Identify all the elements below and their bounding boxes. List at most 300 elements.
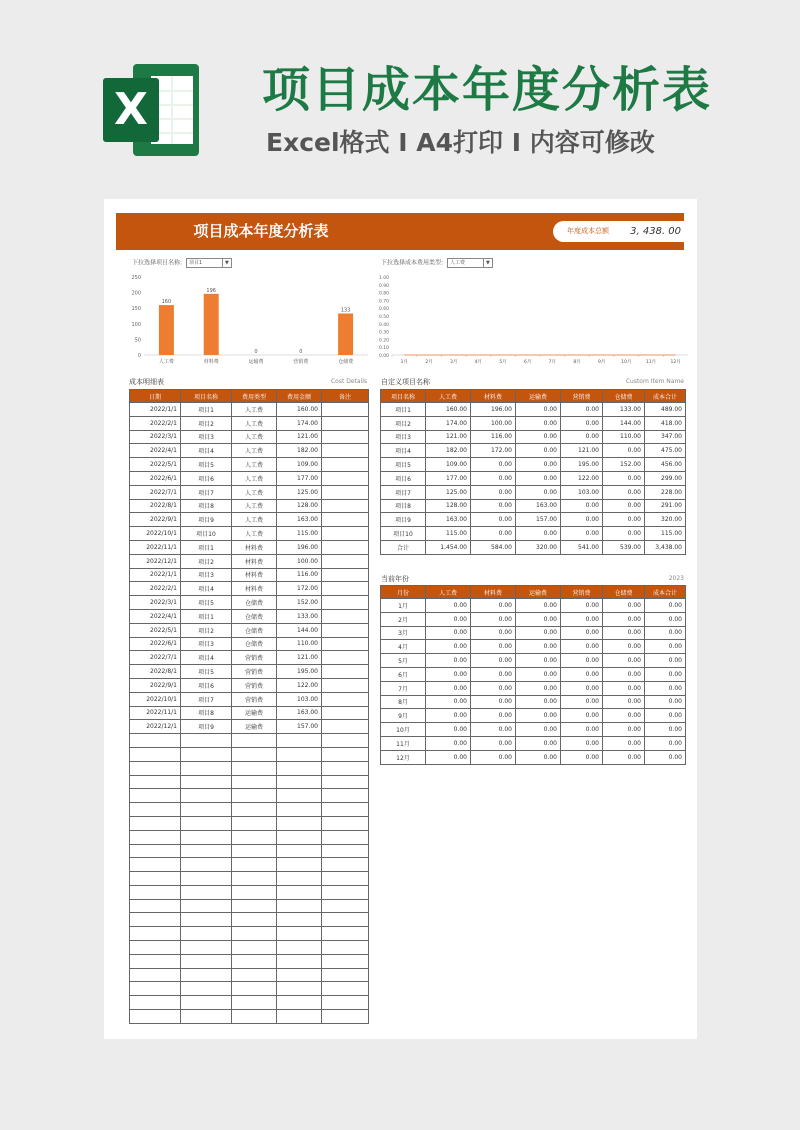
custom-cell[interactable]: 0.00 <box>561 513 603 527</box>
monthly-cell[interactable]: 0.00 <box>426 612 471 626</box>
custom-cell[interactable]: 0.00 <box>603 499 645 513</box>
details-cell[interactable]: 人工费 <box>232 444 277 458</box>
details-blank-cell[interactable] <box>277 996 322 1010</box>
custom-cell[interactable]: 100.00 <box>471 416 516 430</box>
details-cell[interactable] <box>322 609 369 623</box>
monthly-cell[interactable]: 0.00 <box>426 750 471 764</box>
details-cell[interactable]: 2022/2/1 <box>130 582 181 596</box>
custom-cell[interactable]: 121.00 <box>561 444 603 458</box>
details-cell[interactable]: 172.00 <box>277 582 322 596</box>
details-cell[interactable] <box>322 582 369 596</box>
monthly-cell[interactable]: 0.00 <box>645 709 686 723</box>
details-blank-cell[interactable] <box>277 816 322 830</box>
monthly-cell[interactable]: 0.00 <box>645 695 686 709</box>
details-cell[interactable]: 材料费 <box>232 540 277 554</box>
details-cell[interactable]: 122.00 <box>277 678 322 692</box>
details-cell[interactable]: 人工费 <box>232 416 277 430</box>
details-blank-cell[interactable] <box>322 761 369 775</box>
monthly-cell[interactable]: 4月 <box>381 640 426 654</box>
details-cell[interactable]: 182.00 <box>277 444 322 458</box>
custom-cell[interactable]: 541.00 <box>561 540 603 554</box>
details-blank-cell[interactable] <box>130 747 181 761</box>
details-blank-cell[interactable] <box>232 816 277 830</box>
details-cell[interactable]: 人工费 <box>232 499 277 513</box>
custom-cell[interactable]: 115.00 <box>645 527 686 541</box>
custom-cell[interactable]: 0.00 <box>516 485 561 499</box>
details-cell[interactable]: 144.00 <box>277 623 322 637</box>
monthly-cell[interactable]: 0.00 <box>561 612 603 626</box>
details-blank-cell[interactable] <box>130 982 181 996</box>
details-cell[interactable] <box>322 458 369 472</box>
details-cell[interactable]: 营销费 <box>232 665 277 679</box>
custom-cell[interactable]: 291.00 <box>645 499 686 513</box>
details-blank-cell[interactable] <box>181 830 232 844</box>
custom-cell[interactable]: 163.00 <box>516 499 561 513</box>
monthly-cell[interactable]: 0.00 <box>471 723 516 737</box>
details-cell[interactable]: 2022/10/1 <box>130 527 181 541</box>
details-cell[interactable]: 项目4 <box>181 582 232 596</box>
details-cell[interactable]: 项目4 <box>181 651 232 665</box>
details-cell[interactable]: 项目7 <box>181 692 232 706</box>
custom-cell[interactable]: 0.00 <box>603 513 645 527</box>
details-blank-cell[interactable] <box>130 789 181 803</box>
custom-cell[interactable]: 116.00 <box>471 430 516 444</box>
custom-cell[interactable]: 160.00 <box>426 403 471 417</box>
details-blank-cell[interactable] <box>232 913 277 927</box>
monthly-cell[interactable]: 0.00 <box>603 750 645 764</box>
details-cell[interactable]: 项目1 <box>181 540 232 554</box>
custom-cell[interactable]: 174.00 <box>426 416 471 430</box>
custom-cell[interactable]: 0.00 <box>561 527 603 541</box>
monthly-cell[interactable]: 0.00 <box>426 599 471 613</box>
details-blank-cell[interactable] <box>277 734 322 748</box>
monthly-cell[interactable]: 0.00 <box>603 626 645 640</box>
custom-cell[interactable]: 0.00 <box>471 513 516 527</box>
monthly-cell[interactable]: 10月 <box>381 723 426 737</box>
custom-cell[interactable]: 584.00 <box>471 540 516 554</box>
details-blank-cell[interactable] <box>277 968 322 982</box>
monthly-cell[interactable]: 0.00 <box>516 667 561 681</box>
details-blank-cell[interactable] <box>232 830 277 844</box>
monthly-cell[interactable]: 0.00 <box>645 723 686 737</box>
details-blank-cell[interactable] <box>322 885 369 899</box>
custom-cell[interactable]: 0.00 <box>516 471 561 485</box>
details-cell[interactable]: 177.00 <box>277 471 322 485</box>
details-cell[interactable]: 人工费 <box>232 430 277 444</box>
details-cell[interactable]: 121.00 <box>277 430 322 444</box>
monthly-cell[interactable]: 0.00 <box>426 736 471 750</box>
details-blank-cell[interactable] <box>277 913 322 927</box>
details-cell[interactable]: 项目9 <box>181 720 232 734</box>
custom-cell[interactable]: 299.00 <box>645 471 686 485</box>
monthly-cell[interactable]: 8月 <box>381 695 426 709</box>
custom-cell[interactable]: 539.00 <box>603 540 645 554</box>
details-blank-cell[interactable] <box>181 844 232 858</box>
details-blank-cell[interactable] <box>277 982 322 996</box>
details-cell[interactable] <box>322 568 369 582</box>
details-cell[interactable]: 运输费 <box>232 706 277 720</box>
details-blank-cell[interactable] <box>130 761 181 775</box>
monthly-cell[interactable]: 0.00 <box>471 640 516 654</box>
custom-cell[interactable]: 0.00 <box>561 499 603 513</box>
details-blank-cell[interactable] <box>277 941 322 955</box>
details-cell[interactable] <box>322 651 369 665</box>
details-cell[interactable]: 2022/11/1 <box>130 706 181 720</box>
details-blank-cell[interactable] <box>277 927 322 941</box>
monthly-cell[interactable]: 0.00 <box>471 695 516 709</box>
details-blank-cell[interactable] <box>322 816 369 830</box>
details-cell[interactable]: 2022/8/1 <box>130 665 181 679</box>
details-blank-cell[interactable] <box>277 830 322 844</box>
details-cell[interactable]: 项目1 <box>181 609 232 623</box>
details-blank-cell[interactable] <box>232 982 277 996</box>
details-cell[interactable]: 196.00 <box>277 540 322 554</box>
details-blank-cell[interactable] <box>322 844 369 858</box>
details-blank-cell[interactable] <box>181 927 232 941</box>
details-blank-cell[interactable] <box>322 747 369 761</box>
details-cell[interactable]: 人工费 <box>232 403 277 417</box>
details-cell[interactable]: 项目9 <box>181 513 232 527</box>
details-cell[interactable]: 2022/7/1 <box>130 485 181 499</box>
monthly-cell[interactable]: 0.00 <box>471 654 516 668</box>
details-blank-cell[interactable] <box>322 775 369 789</box>
details-cell[interactable]: 115.00 <box>277 527 322 541</box>
details-cell[interactable] <box>322 471 369 485</box>
details-cell[interactable] <box>322 513 369 527</box>
details-blank-cell[interactable] <box>277 899 322 913</box>
monthly-cell[interactable]: 0.00 <box>516 695 561 709</box>
details-cell[interactable]: 项目5 <box>181 596 232 610</box>
details-blank-cell[interactable] <box>130 734 181 748</box>
monthly-cell[interactable]: 0.00 <box>516 750 561 764</box>
custom-cell[interactable]: 项目9 <box>381 513 426 527</box>
monthly-cell[interactable]: 0.00 <box>603 667 645 681</box>
details-blank-cell[interactable] <box>232 885 277 899</box>
monthly-cell[interactable]: 0.00 <box>471 667 516 681</box>
details-blank-cell[interactable] <box>130 803 181 817</box>
details-cell[interactable] <box>322 706 369 720</box>
details-cell[interactable] <box>322 637 369 651</box>
details-blank-cell[interactable] <box>322 734 369 748</box>
details-blank-cell[interactable] <box>232 747 277 761</box>
monthly-cell[interactable]: 0.00 <box>516 709 561 723</box>
details-cell[interactable]: 109.00 <box>277 458 322 472</box>
details-cell[interactable]: 营销费 <box>232 651 277 665</box>
details-blank-cell[interactable] <box>322 941 369 955</box>
details-cell[interactable]: 项目2 <box>181 416 232 430</box>
monthly-cell[interactable]: 0.00 <box>603 723 645 737</box>
details-cell[interactable]: 项目10 <box>181 527 232 541</box>
details-cell[interactable]: 项目5 <box>181 458 232 472</box>
details-blank-cell[interactable] <box>232 996 277 1010</box>
custom-cell[interactable]: 3,438.00 <box>645 540 686 554</box>
custom-cell[interactable]: 489.00 <box>645 403 686 417</box>
details-blank-cell[interactable] <box>232 789 277 803</box>
monthly-cell[interactable]: 0.00 <box>471 599 516 613</box>
details-blank-cell[interactable] <box>277 789 322 803</box>
monthly-cell[interactable]: 0.00 <box>516 681 561 695</box>
details-cell[interactable] <box>322 540 369 554</box>
details-cell[interactable]: 2022/3/1 <box>130 430 181 444</box>
details-blank-cell[interactable] <box>130 941 181 955</box>
custom-cell[interactable]: 项目5 <box>381 458 426 472</box>
details-blank-cell[interactable] <box>232 941 277 955</box>
monthly-cell[interactable]: 0.00 <box>426 654 471 668</box>
monthly-cell[interactable]: 0.00 <box>561 640 603 654</box>
details-blank-cell[interactable] <box>277 858 322 872</box>
details-blank-cell[interactable] <box>232 927 277 941</box>
chevron-down-icon[interactable]: ▼ <box>483 259 492 267</box>
details-cell[interactable]: 人工费 <box>232 513 277 527</box>
custom-cell[interactable]: 121.00 <box>426 430 471 444</box>
details-cell[interactable]: 2022/11/1 <box>130 540 181 554</box>
custom-cell[interactable]: 456.00 <box>645 458 686 472</box>
monthly-cell[interactable]: 0.00 <box>645 750 686 764</box>
details-blank-cell[interactable] <box>181 1010 232 1024</box>
details-cell[interactable]: 项目8 <box>181 499 232 513</box>
details-cell[interactable]: 项目3 <box>181 637 232 651</box>
custom-cell[interactable]: 0.00 <box>561 430 603 444</box>
details-blank-cell[interactable] <box>181 789 232 803</box>
monthly-cell[interactable]: 0.00 <box>561 723 603 737</box>
custom-cell[interactable]: 152.00 <box>603 458 645 472</box>
details-blank-cell[interactable] <box>322 968 369 982</box>
details-cell[interactable] <box>322 623 369 637</box>
details-blank-cell[interactable] <box>130 844 181 858</box>
custom-cell[interactable]: 103.00 <box>561 485 603 499</box>
details-blank-cell[interactable] <box>232 899 277 913</box>
details-cell[interactable]: 2022/6/1 <box>130 637 181 651</box>
monthly-cell[interactable]: 0.00 <box>516 723 561 737</box>
custom-cell[interactable]: 0.00 <box>603 444 645 458</box>
monthly-cell[interactable]: 0.00 <box>561 599 603 613</box>
details-blank-cell[interactable] <box>322 1010 369 1024</box>
details-cell[interactable]: 125.00 <box>277 485 322 499</box>
details-blank-cell[interactable] <box>322 954 369 968</box>
details-cell[interactable]: 163.00 <box>277 513 322 527</box>
details-blank-cell[interactable] <box>232 775 277 789</box>
details-blank-cell[interactable] <box>130 872 181 886</box>
details-blank-cell[interactable] <box>130 899 181 913</box>
monthly-cell[interactable]: 0.00 <box>426 695 471 709</box>
custom-cell[interactable]: 0.00 <box>471 527 516 541</box>
details-blank-cell[interactable] <box>232 1010 277 1024</box>
project-select[interactable] <box>186 258 232 268</box>
details-cell[interactable]: 人工费 <box>232 471 277 485</box>
monthly-cell[interactable]: 0.00 <box>561 709 603 723</box>
details-blank-cell[interactable] <box>130 1010 181 1024</box>
custom-cell[interactable]: 项目10 <box>381 527 426 541</box>
monthly-cell[interactable]: 0.00 <box>516 626 561 640</box>
details-blank-cell[interactable] <box>232 761 277 775</box>
monthly-cell[interactable]: 0.00 <box>426 640 471 654</box>
monthly-cell[interactable]: 0.00 <box>471 736 516 750</box>
details-blank-cell[interactable] <box>277 885 322 899</box>
monthly-cell[interactable]: 0.00 <box>561 736 603 750</box>
custom-cell[interactable]: 项目4 <box>381 444 426 458</box>
details-cell[interactable]: 项目6 <box>181 471 232 485</box>
details-cell[interactable]: 材料费 <box>232 568 277 582</box>
details-blank-cell[interactable] <box>232 968 277 982</box>
details-cell[interactable]: 2022/1/1 <box>130 403 181 417</box>
monthly-cell[interactable]: 9月 <box>381 709 426 723</box>
details-blank-cell[interactable] <box>322 858 369 872</box>
custom-cell[interactable]: 1,454.00 <box>426 540 471 554</box>
custom-cell[interactable]: 0.00 <box>603 485 645 499</box>
details-cell[interactable]: 2022/2/1 <box>130 416 181 430</box>
custom-cell[interactable]: 163.00 <box>426 513 471 527</box>
monthly-cell[interactable]: 0.00 <box>516 599 561 613</box>
details-cell[interactable]: 项目3 <box>181 568 232 582</box>
custom-cell[interactable]: 157.00 <box>516 513 561 527</box>
custom-cell[interactable]: 合计 <box>381 540 426 554</box>
custom-cell[interactable]: 144.00 <box>603 416 645 430</box>
details-cell[interactable]: 项目7 <box>181 485 232 499</box>
details-cell[interactable] <box>322 720 369 734</box>
monthly-cell[interactable]: 0.00 <box>645 654 686 668</box>
details-blank-cell[interactable] <box>181 816 232 830</box>
custom-cell[interactable]: 475.00 <box>645 444 686 458</box>
custom-cell[interactable]: 0.00 <box>516 403 561 417</box>
monthly-cell[interactable]: 3月 <box>381 626 426 640</box>
custom-cell[interactable]: 110.00 <box>603 430 645 444</box>
cost-type-select[interactable] <box>447 258 493 268</box>
monthly-cell[interactable]: 0.00 <box>645 681 686 695</box>
custom-cell[interactable]: 0.00 <box>603 527 645 541</box>
details-cell[interactable]: 项目6 <box>181 678 232 692</box>
custom-cell[interactable]: 133.00 <box>603 403 645 417</box>
details-cell[interactable]: 项目8 <box>181 706 232 720</box>
details-blank-cell[interactable] <box>232 734 277 748</box>
details-cell[interactable]: 项目2 <box>181 623 232 637</box>
custom-cell[interactable]: 0.00 <box>471 458 516 472</box>
monthly-cell[interactable]: 0.00 <box>516 736 561 750</box>
custom-cell[interactable]: 320.00 <box>516 540 561 554</box>
details-blank-cell[interactable] <box>232 844 277 858</box>
details-cell[interactable] <box>322 692 369 706</box>
details-cell[interactable]: 项目4 <box>181 444 232 458</box>
details-cell[interactable]: 2022/12/1 <box>130 720 181 734</box>
monthly-cell[interactable]: 6月 <box>381 667 426 681</box>
details-blank-cell[interactable] <box>277 844 322 858</box>
details-blank-cell[interactable] <box>181 954 232 968</box>
details-cell[interactable] <box>322 416 369 430</box>
details-blank-cell[interactable] <box>277 761 322 775</box>
monthly-cell[interactable]: 0.00 <box>645 626 686 640</box>
monthly-cell[interactable]: 0.00 <box>561 654 603 668</box>
details-blank-cell[interactable] <box>181 885 232 899</box>
details-cell[interactable]: 2022/3/1 <box>130 596 181 610</box>
details-blank-cell[interactable] <box>181 734 232 748</box>
custom-cell[interactable]: 0.00 <box>516 527 561 541</box>
details-cell[interactable]: 营销费 <box>232 678 277 692</box>
details-blank-cell[interactable] <box>232 803 277 817</box>
monthly-cell[interactable]: 0.00 <box>471 626 516 640</box>
custom-cell[interactable]: 418.00 <box>645 416 686 430</box>
monthly-cell[interactable]: 0.00 <box>471 612 516 626</box>
details-cell[interactable]: 项目3 <box>181 430 232 444</box>
details-blank-cell[interactable] <box>181 913 232 927</box>
monthly-cell[interactable]: 0.00 <box>516 612 561 626</box>
monthly-cell[interactable]: 0.00 <box>561 695 603 709</box>
custom-cell[interactable]: 0.00 <box>516 444 561 458</box>
details-cell[interactable] <box>322 430 369 444</box>
details-blank-cell[interactable] <box>181 899 232 913</box>
monthly-cell[interactable]: 12月 <box>381 750 426 764</box>
details-blank-cell[interactable] <box>181 941 232 955</box>
custom-cell[interactable]: 320.00 <box>645 513 686 527</box>
details-blank-cell[interactable] <box>232 954 277 968</box>
custom-cell[interactable]: 177.00 <box>426 471 471 485</box>
details-blank-cell[interactable] <box>181 803 232 817</box>
monthly-cell[interactable]: 0.00 <box>645 667 686 681</box>
monthly-cell[interactable]: 0.00 <box>603 709 645 723</box>
custom-cell[interactable]: 125.00 <box>426 485 471 499</box>
details-cell[interactable]: 2022/4/1 <box>130 609 181 623</box>
details-cell[interactable]: 2022/6/1 <box>130 471 181 485</box>
monthly-cell[interactable]: 1月 <box>381 599 426 613</box>
custom-cell[interactable]: 0.00 <box>603 471 645 485</box>
details-blank-cell[interactable] <box>130 996 181 1010</box>
monthly-cell[interactable]: 0.00 <box>426 681 471 695</box>
details-cell[interactable]: 2022/7/1 <box>130 651 181 665</box>
details-blank-cell[interactable] <box>277 775 322 789</box>
custom-cell[interactable]: 0.00 <box>516 430 561 444</box>
monthly-cell[interactable]: 2月 <box>381 612 426 626</box>
details-cell[interactable] <box>322 596 369 610</box>
monthly-cell[interactable]: 0.00 <box>426 626 471 640</box>
details-cell[interactable]: 仓储费 <box>232 637 277 651</box>
details-blank-cell[interactable] <box>232 872 277 886</box>
details-cell[interactable]: 174.00 <box>277 416 322 430</box>
details-blank-cell[interactable] <box>130 885 181 899</box>
details-cell[interactable]: 项目2 <box>181 554 232 568</box>
custom-cell[interactable]: 195.00 <box>561 458 603 472</box>
custom-cell[interactable]: 172.00 <box>471 444 516 458</box>
custom-cell[interactable]: 347.00 <box>645 430 686 444</box>
details-cell[interactable] <box>322 499 369 513</box>
details-cell[interactable]: 2022/9/1 <box>130 513 181 527</box>
details-cell[interactable] <box>322 485 369 499</box>
monthly-cell[interactable]: 0.00 <box>471 709 516 723</box>
details-blank-cell[interactable] <box>322 996 369 1010</box>
details-blank-cell[interactable] <box>322 982 369 996</box>
details-blank-cell[interactable] <box>181 775 232 789</box>
details-cell[interactable]: 160.00 <box>277 403 322 417</box>
details-blank-cell[interactable] <box>181 761 232 775</box>
details-blank-cell[interactable] <box>322 913 369 927</box>
custom-cell[interactable]: 0.00 <box>561 403 603 417</box>
details-blank-cell[interactable] <box>322 927 369 941</box>
custom-cell[interactable]: 0.00 <box>516 416 561 430</box>
details-cell[interactable]: 133.00 <box>277 609 322 623</box>
details-blank-cell[interactable] <box>181 996 232 1010</box>
details-cell[interactable]: 157.00 <box>277 720 322 734</box>
details-cell[interactable]: 人工费 <box>232 458 277 472</box>
details-blank-cell[interactable] <box>232 858 277 872</box>
details-blank-cell[interactable] <box>181 982 232 996</box>
monthly-cell[interactable]: 7月 <box>381 681 426 695</box>
custom-cell[interactable]: 项目3 <box>381 430 426 444</box>
custom-cell[interactable]: 0.00 <box>471 499 516 513</box>
monthly-cell[interactable]: 0.00 <box>645 599 686 613</box>
details-cell[interactable]: 仓储费 <box>232 609 277 623</box>
monthly-cell[interactable]: 0.00 <box>471 681 516 695</box>
details-cell[interactable]: 材料费 <box>232 582 277 596</box>
details-blank-cell[interactable] <box>130 775 181 789</box>
custom-cell[interactable]: 项目1 <box>381 403 426 417</box>
details-cell[interactable]: 2022/4/1 <box>130 444 181 458</box>
